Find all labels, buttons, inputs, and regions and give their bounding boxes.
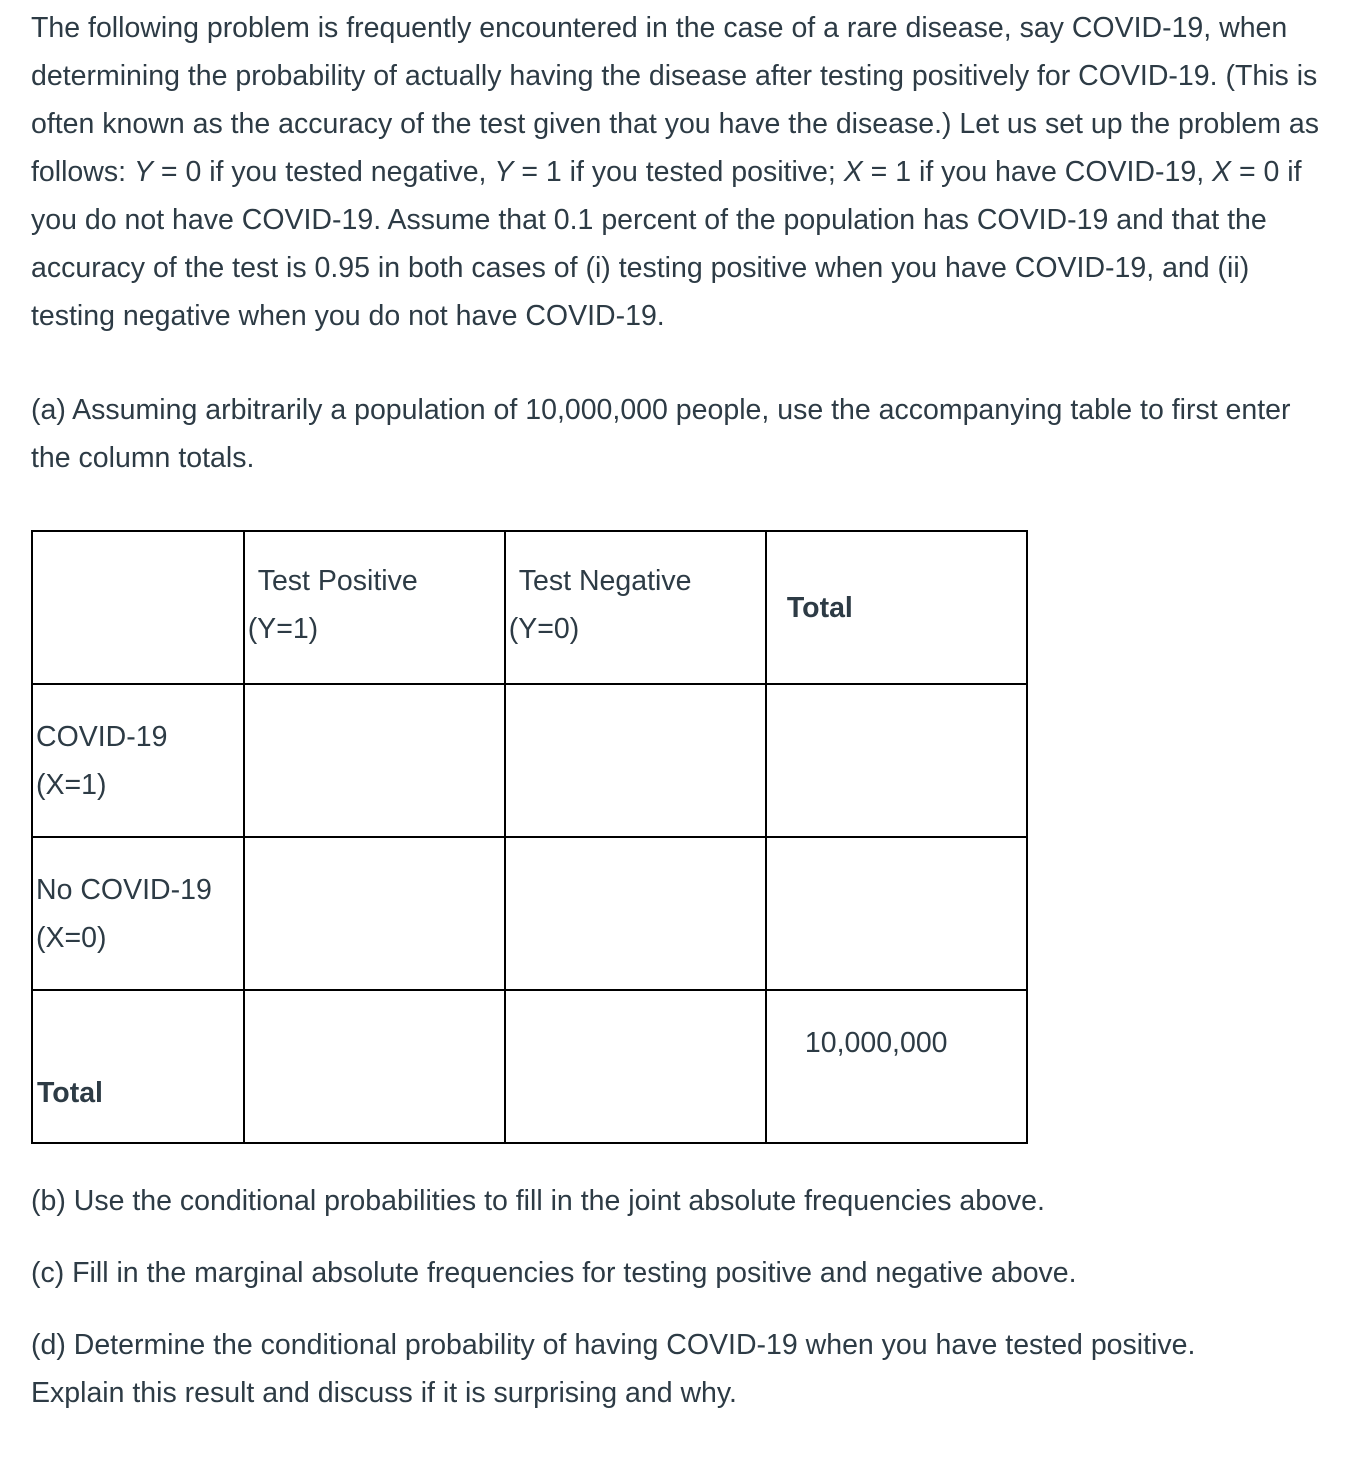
cell-no-covid-negative[interactable] bbox=[505, 837, 766, 990]
cell-total-positive[interactable] bbox=[244, 990, 505, 1143]
part-a-instruction: (a) Assuming arbitrarily a population of 10,000,000 people, use the accompanying table to first enter the column totals. bbox=[31, 394, 1291, 474]
cell-no-covid-total[interactable] bbox=[766, 837, 1027, 990]
follow-up-questions bbox=[31, 1177, 1331, 1417]
cell-no-covid-positive[interactable] bbox=[244, 837, 505, 990]
cell-grand-total: 10,000,000 bbox=[766, 990, 1027, 1143]
table-row-covid bbox=[32, 684, 1027, 837]
cell-covid-total[interactable] bbox=[766, 684, 1027, 837]
cell-total-negative[interactable] bbox=[505, 990, 766, 1143]
part-b-instruction: (b) Use the conditional probabilities to fill in the joint absolute frequencies above. bbox=[31, 1185, 1045, 1217]
row-label-total: Total bbox=[32, 990, 244, 1143]
header-total: Total bbox=[766, 531, 1027, 684]
row-label-covid: COVID-19 (X=1) bbox=[32, 684, 244, 837]
header-test-negative: Test Negative (Y=0) bbox=[505, 531, 766, 684]
problem-statement: The following problem is frequently encountered in the case of a rare disease, say COVID-19, when determining the probability of actually having the disease after testing positively for COVID-19. (This is often known as the accuracy of the test given that you have the disease.) Let us set up the problem as follows: Y = 0 if you tested negative, Y = 1 if you tested positive; X = 1 if you have COVID-19, X = 0 if you do not have COVID-19. Assume that 0.1 percent of the population has COVID-19 and that the accuracy of the test is 0.95 in both cases of (i) testing positive when you have COVID-19, and (ii) testing negative when you do not have COVID-19. bbox=[31, 12, 1320, 332]
cell-covid-negative[interactable] bbox=[505, 684, 766, 837]
problem-content bbox=[31, 0, 1331, 1409]
table-row-no-covid bbox=[32, 837, 1027, 990]
header-corner-cell bbox=[32, 531, 244, 684]
header-test-positive: Test Positive (Y=1) bbox=[244, 531, 505, 684]
table-header-row bbox=[32, 531, 1027, 684]
row-label-no-covid: No COVID-19 (X=0) bbox=[32, 837, 244, 990]
table-total-row bbox=[32, 990, 1027, 1143]
cell-covid-positive[interactable] bbox=[244, 684, 505, 837]
part-d-instruction: (d) Determine the conditional probability of having COVID-19 when you have tested positive. Explain this result and discuss if it is surprising and why. bbox=[31, 1329, 1196, 1409]
part-c-instruction: (c) Fill in the marginal absolute frequencies for testing positive and negative above. bbox=[31, 1257, 1077, 1289]
contingency-table bbox=[31, 530, 1028, 1144]
